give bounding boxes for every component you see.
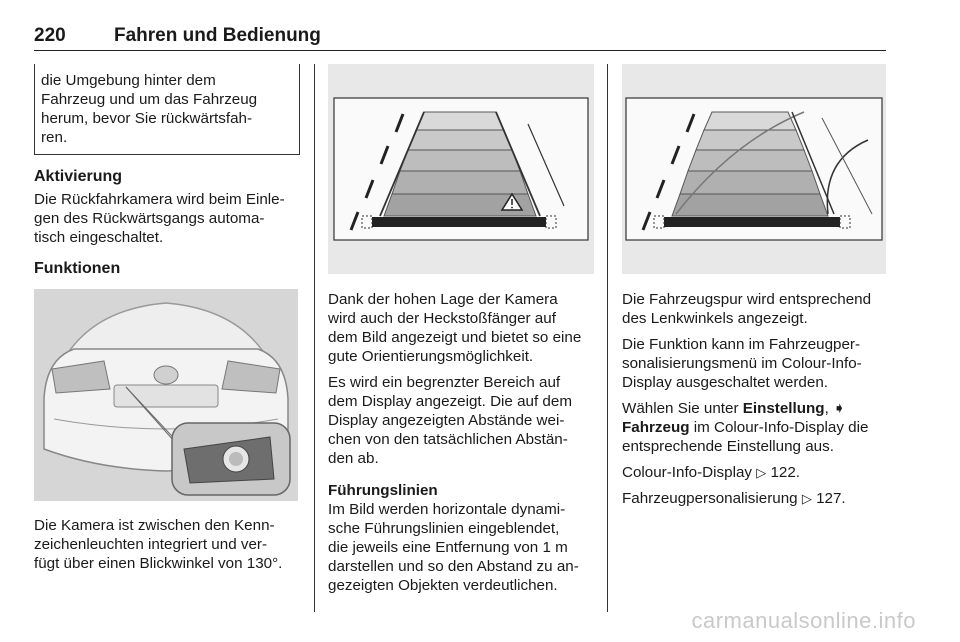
text-line: fügt über einen Blickwinkel von 130°.	[34, 555, 283, 572]
text-run: ,	[824, 400, 834, 417]
text-line: dem Bild angezeigt und bietet so eine	[328, 329, 582, 346]
watermark: carmanualsonline.info	[691, 608, 916, 633]
page-reference-icon: ▷	[801, 491, 812, 506]
text-line: Display angezeigten Abstände wei-	[328, 412, 565, 429]
text-line: chen von den tatsächlichen Abstän-	[328, 431, 568, 448]
menu-path-einstellung: Einstellung	[742, 400, 825, 417]
text-line: zeichenleuchten integriert und ver-	[34, 536, 268, 553]
chapter-title: Fahren und Bedienung	[114, 25, 321, 46]
text-line	[622, 399, 886, 418]
heading-aktivierung: Aktivierung	[34, 168, 123, 185]
text-line: sonalisierungsmenü im Colour-Info-	[622, 355, 862, 372]
rear-camera-display-image-1	[328, 64, 594, 274]
menu-path-fahrzeug: Fahrzeug	[622, 419, 690, 436]
note-line: herum, bevor Sie rückwärtsfah-	[41, 110, 253, 127]
reference-label: Colour-Info-Display	[622, 464, 757, 481]
reference-label: Fahrzeugpersonalisierung	[622, 490, 802, 507]
text-line: sche Führungslinien eingeblendet,	[328, 520, 560, 537]
page-reference[interactable]	[622, 489, 886, 508]
note-line: ren.	[41, 129, 68, 146]
text-line: gen des Rückwärtsgangs automa-	[34, 210, 265, 227]
heading-fuehrungslinien: Führungslinien	[328, 482, 438, 499]
reference-page: 122.	[770, 464, 801, 481]
page-reference[interactable]	[622, 463, 886, 482]
note-line: Fahrzeug und um das Fahrzeug	[41, 91, 258, 108]
note-line: die Umgebung hinter dem	[41, 72, 216, 89]
text-line: Die Rückfahrkamera wird beim Einle-	[34, 191, 285, 208]
column-1	[34, 64, 300, 573]
text-line: Dank der hohen Lage der Kamera	[328, 291, 558, 308]
text-run: Wählen Sie unter	[622, 400, 743, 417]
rear-camera-display-image-2	[622, 64, 886, 274]
heading-funktionen: Funktionen	[34, 260, 121, 277]
page-number: 220	[34, 25, 66, 46]
column-divider	[314, 64, 315, 612]
column-2	[328, 64, 594, 595]
text-line: darstellen und so den Abstand zu an-	[328, 558, 579, 575]
text-line: wird auch der Heckstoßfänger auf	[328, 310, 556, 327]
text-line: gute Orientierungsmöglichkeit.	[328, 348, 534, 365]
text-line: Es wird ein begrenzter Bereich auf	[328, 374, 561, 391]
arrow-right-icon: ➧	[833, 400, 846, 417]
text-line: Im Bild werden horizontale dynami-	[328, 501, 566, 518]
page-header	[34, 24, 886, 51]
column-divider	[607, 64, 608, 612]
text-line	[622, 418, 886, 437]
reference-page: 127.	[816, 490, 846, 507]
text-line: die jeweils eine Entfernung von 1 m	[328, 539, 568, 556]
text-line: den ab.	[328, 450, 379, 467]
text-line: dem Display angezeigt. Die auf dem	[328, 393, 572, 410]
text-line: Display ausgeschaltet werden.	[622, 374, 828, 391]
text-line: tisch eingeschaltet.	[34, 229, 164, 246]
text-run: im Colour-Info-Display die	[689, 419, 869, 436]
text-line: des Lenkwinkels angezeigt.	[622, 310, 808, 327]
text-line: gezeigten Objekten verdeutlichen.	[328, 577, 558, 594]
text-line: Die Fahrzeugspur wird entsprechend	[622, 291, 872, 308]
text-line: Die Kamera ist zwischen den Kenn-	[34, 517, 275, 534]
note-box	[34, 64, 300, 155]
page-reference-icon: ▷	[756, 465, 767, 480]
text-line: Die Funktion kann im Fahrzeugper-	[622, 336, 861, 353]
car-rear-camera-image	[34, 289, 298, 501]
text-line: entsprechende Einstellung aus.	[622, 438, 834, 455]
column-3	[622, 64, 886, 508]
